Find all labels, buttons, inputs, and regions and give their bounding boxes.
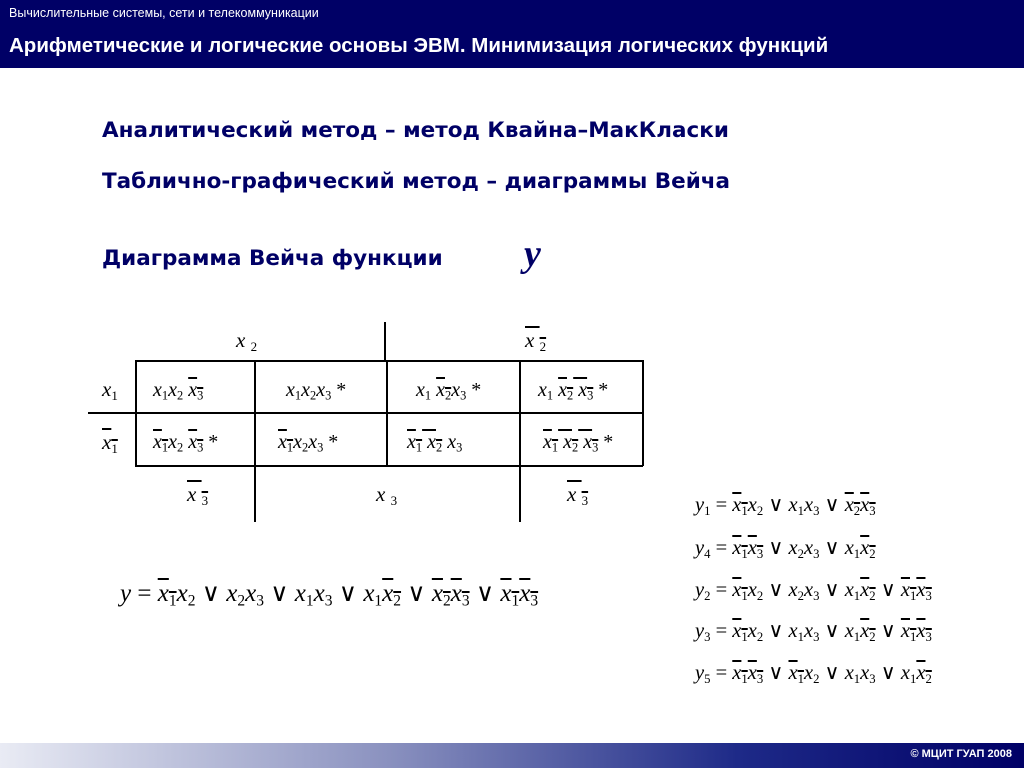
equation-y3: $y_3 = x_1x_2$ ∨ $x_1x_3$ ∨ $x_1x_2$ ∨ $x_1x_3$ xyxy=(695,620,932,644)
col-label-x2: x $_2$ xyxy=(236,328,258,354)
grid-line xyxy=(384,322,386,362)
veitch-cell: $x_1$ $x_2$ $x_3$ * xyxy=(538,379,609,403)
grid-line xyxy=(135,465,643,467)
veitch-cell: $x_1$ $x_2x_3$ * xyxy=(416,379,482,403)
heading-tabular-method: Таблично-графический метод – диаграммы Вейча xyxy=(102,169,731,194)
row-label-not-x1: $x_1$ xyxy=(102,430,118,456)
col-label-not-x2: x $_2$ xyxy=(525,328,547,354)
bottom-label-not-x3: x $_3$ xyxy=(567,482,589,508)
footer-bar xyxy=(0,743,1024,768)
function-symbol: y xyxy=(524,233,541,275)
copyright-text: © МЦИТ ГУАП 2008 xyxy=(910,748,1012,760)
grid-line xyxy=(135,360,137,466)
heading-analytic-method: Аналитический метод – метод Квайна–МакКласки xyxy=(102,118,729,143)
slide-title: Арифметические и логические основы ЭВМ. Минимизация логических функций xyxy=(9,34,829,57)
equation-y1: $y_1 = x_1x_2$ ∨ $x_1x_3$ ∨ $x_2x_3$ xyxy=(695,494,876,518)
grid-line xyxy=(519,360,521,522)
veitch-cell: $x_1$ $x_2$ $x_3$ xyxy=(407,431,463,455)
bottom-label-x3: x $_3$ xyxy=(376,482,398,508)
main-equation: $y = x_1x_2$ ∨ $x_2x_3$ ∨ $x_1x_3$ ∨ $x_1x_2$ ∨ $x_2x_3$ ∨ $x_1x_3$ xyxy=(120,580,539,610)
equation-y5: $y_5 = x_1x_3$ ∨ $x_1x_2$ ∨ $x_1x_3$ ∨ $x_1x_2$ xyxy=(695,662,932,686)
veitch-cell: $x_1$ $x_2$ $x_3$ * xyxy=(543,431,614,455)
equation-y2: $y_2 = x_1x_2$ ∨ $x_2x_3$ ∨ $x_1x_2$ ∨ $x_1x_3$ xyxy=(695,579,932,603)
grid-line xyxy=(135,360,643,362)
grid-line xyxy=(386,360,388,466)
header-bar xyxy=(0,0,1024,68)
grid-line xyxy=(88,412,643,414)
equation-y4: $y_4 = x_1x_3$ ∨ $x_2x_3$ ∨ $x_1x_2$ xyxy=(695,537,876,561)
grid-line xyxy=(642,360,644,466)
veitch-cell: $x_1x_2x_3$ * xyxy=(278,431,339,455)
veitch-cell: $x_1x_2x_3$ * xyxy=(286,379,347,403)
row-label-x1: $x_1$ xyxy=(102,377,118,403)
heading-veitch-diagram: Диаграмма Вейча функции xyxy=(102,246,443,271)
veitch-cell: $x_1x_2$ $x_3$ * xyxy=(153,431,219,455)
course-name: Вычислительные системы, сети и телекоммуникации xyxy=(9,6,319,20)
bottom-label-not-x3: x $_3$ xyxy=(187,482,209,508)
grid-line xyxy=(254,360,256,522)
veitch-cell: $x_1x_2$ $x_3$ xyxy=(153,379,204,403)
